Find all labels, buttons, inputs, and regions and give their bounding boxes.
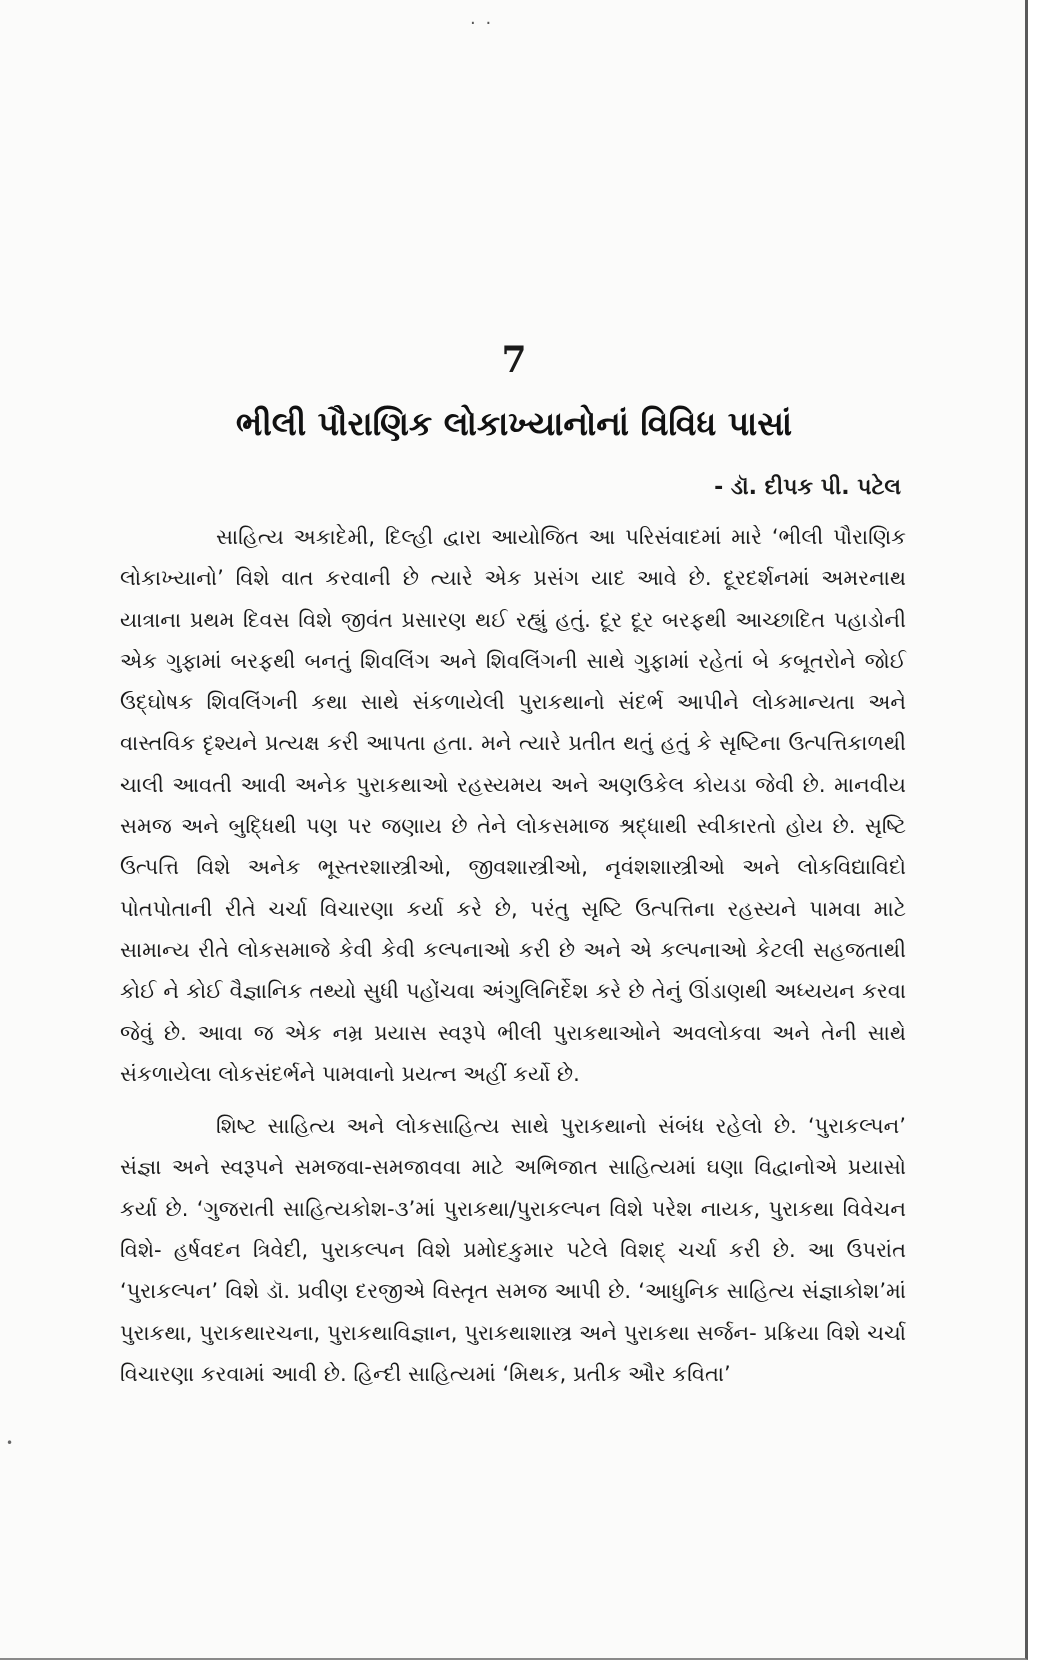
top-mark: . . — [470, 8, 494, 29]
chapter-title: ભીલી પૌરાણિક લોકાખ્યાનોનાં વિવિધ પાસાં — [235, 404, 793, 443]
author-name: - ડૉ. દીપક પી. પટેલ — [714, 475, 901, 500]
body-text — [120, 517, 906, 1395]
chapter-number: 7 — [501, 339, 527, 381]
paragraph-1: સાહિત્ય અકાદેમી, દિલ્હી દ્વારા આયોજિત આ પરિસંવાદમાં મારે ‘ભીલી પૌરાણિક લોકાખ્યાનો’ વિશે વાત કરવાની છે ત્યારે એક પ્રસંગ યાદ આવે છે. દૂરદર્શનમાં અમરનાથ યાત્રાના પ્રથમ દિવસ વિશે જીવંત પ્રસારણ થઈ રહ્યું હતું. દૂર દૂર બરફથી આચ્છાદિત પહાડોની એક ગુફામાં બરફથી બનતું શિવલિંગ અને શિવલિંગની સાથે ગુફામાં રહેતાં બે કબૂતરોને જોઈ ઉદ્ઘોષક શિવલિંગની કથા સાથે સંકળાયેલી પુરાકથાનો સંદર્ભ આપીને લોકમાન્યતા અને વાસ્તવિક દૃશ્યને પ્રત્યક્ષ કરી આપતા હતા. મને ત્યારે પ્રતીત થતું હતું કે સૃષ્ટિના ઉત્પત્તિકાળથી ચાલી આવતી આવી અનેક પુરાકથાઓ રહસ્યમય અને અણઉકેલ કોયડા જેવી છે. માનવીય સમજ અને બુદ્ધિથી પણ પર જણાય છે તેને લોકસમાજ શ્રદ્ધાથી સ્વીકારતો હોય છે. સૃષ્ટિ ઉત્પત્તિ વિશે અનેક ભૂસ્તરશાસ્ત્રીઓ, જીવશાસ્ત્રીઓ, નૃવંશશાસ્ત્રીઓ અને લોકવિદ્યાવિદો પોતપોતાની રીતે ચર્ચા વિચારણા કર્યા કરે છે, પરંતુ સૃષ્ટિ ઉત્પત્તિના રહસ્યને પામવા માટે સામાન્ય રીતે લોકસમાજે કેવી કેવી કલ્પનાઓ કરી છે અને એ કલ્પનાઓ કેટલી સહજતાથી કોઈ ને કોઈ વૈજ્ઞાનિક તથ્યો સુધી પહોંચવા અંગુલિનિર્દેશ કરે છે તેનું ઊંડાણથી અધ્યયન કરવા જેવું છે. આવા જ એક નમ્ર પ્રયાસ સ્વરૂપે ભીલી પુરાકથાઓને અવલોકવા અને તેની સાથે સંકળાયેલા લોકસંદર્ભને પામવાનો પ્રયત્ન અહીં કર્યો છે. — [120, 525, 906, 1086]
edge-speck: • — [6, 1436, 14, 1450]
paragraph-2: શિષ્ટ સાહિત્ય અને લોકસાહિત્ય સાથે પુરાકથાનો સંબંધ રહેલો છે. ‘પુરાકલ્પન’ સંજ્ઞા અને સ્વરૂપને સમજવા-સમજાવવા માટે અભિજાત સાહિત્યમાં ઘણા વિદ્વાનોએ પ્રયાસો કર્યા છે. ‘ગુજરાતી સાહિત્યકોશ-૩’માં પુરાકથા/પુરાકલ્પન વિશે પરેશ નાયક, પુરાકથા વિવેચન વિશે- હર્ષવદન ત્રિવેદી, પુરાકલ્પન વિશે પ્રમોદકુમાર પટેલે વિશદ્ ચર્ચા કરી છે. આ ઉપરાંત ‘પુરાકલ્પન’ વિશે ડૉ. પ્રવીણ દરજીએ વિસ્તૃત સમજ આપી છે. ‘આધુનિક સાહિત્ય સંજ્ઞાકોશ’માં પુરાકથા, પુરાકથારચના, પુરાકથાવિજ્ઞાન, પુરાકથાશાસ્ત્ર અને પુરાકથા સર્જન- પ્રક્રિયા વિશે ચર્ચા વિચારણા કરવામાં આવી છે. હિન્દી સાહિત્યમાં ‘મિથક, પ્રતીક ઔર કવિતા’ — [120, 1114, 906, 1386]
